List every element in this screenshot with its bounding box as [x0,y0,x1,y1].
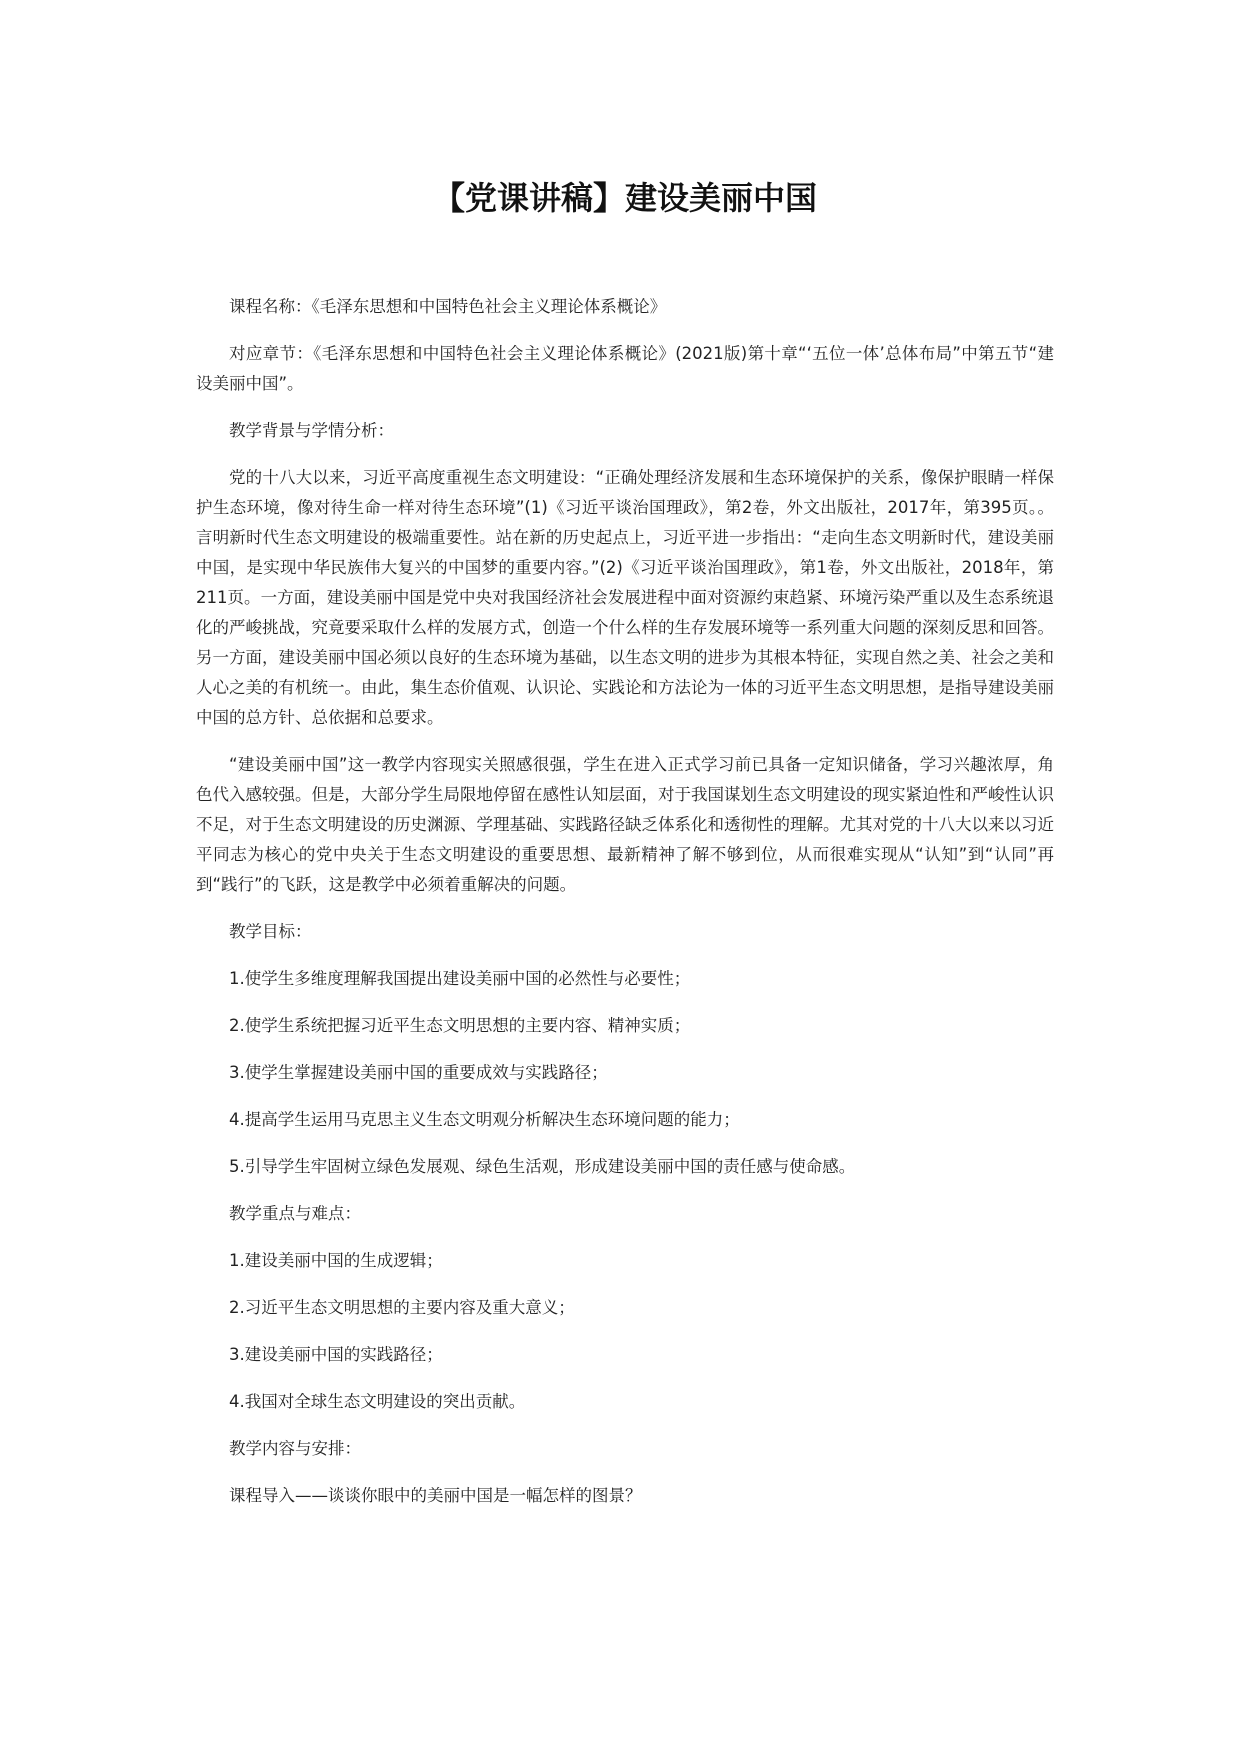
heading-content-arrangement: 教学内容与安排： [229,1439,361,1458]
heading-key-points: 教学重点与难点： [229,1204,361,1223]
list-item-objective-5: 5.引导学生牢固树立绿色发展观、绿色生活观，形成建设美丽中国的责任感与使命感。 [229,1157,856,1176]
paragraph-course-intro: 课程导入——谈谈你眼中的美丽中国是一幅怎样的图景？ [229,1486,642,1505]
page-title: 【党课讲稿】建设美丽中国 [432,179,817,217]
list-item-key-point-3: 3.建设美丽中国的实践路径； [229,1345,443,1364]
list-item-objective-1: 1.使学生多维度理解我国提出建设美丽中国的必然性与必要性； [229,969,691,988]
list-item-objective-4: 4.提高学生运用马克思主义生态文明观分析解决生态环境问题的能力； [229,1110,740,1129]
paragraph-course-name: 课程名称：《毛泽东思想和中国特色社会主义理论体系概论》 [229,297,667,316]
paragraph-chapter: 对应章节：《毛泽东思想和中国特色社会主义理论体系概论》(2021版)第十章“‘五位一体’总体布局”中第五节“建设美丽中国”。 [196,344,1054,393]
list-item-objective-2: 2.使学生系统把握习近平生态文明思想的主要内容、精神实质； [229,1016,691,1035]
list-item-key-point-1: 1.建设美丽中国的生成逻辑； [229,1251,443,1270]
heading-objectives: 教学目标： [229,922,312,941]
paragraph-background-1: 党的十八大以来，习近平高度重视生态文明建设：“正确处理经济发展和生态环境保护的关系，像保护眼睛一样保护生态环境，像对待生命一样对待生态环境”(1)《习近平谈治国理政》，第2卷，外文出版社，2017年，第395页。。言明新时代生态文明建设的极端重要性。站在新的历史起点上，习近平进一步指出：“走向生态文明新时代，建设美丽中国，是实现中华民族伟大复兴的中国梦的重要内容。”(2)《习近平谈治国理政》，第1卷，外文出版社，2018年，第211页。一方面，建设美丽中国是党中央对我国经济社会发展进程中面对资源约束趋紧、环境污染严重以及生态系统退化的严峻挑战，究竟要采取什么样的发展方式，创造一个什么样的生存发展环境等一系列重大问题的深刻反思和回答。另一方面，建设美丽中国必须以良好的生态环境为基础，以生态文明的进步为其根本特征，实现自然之美、社会之美和人心之美的有机统一。由此，集生态价值观、认识论、实践论和方法论为一体的习近平生态文明思想，是指导建设美丽中国的总方针、总依据和总要求。 [196,468,1054,727]
list-item-key-point-2: 2.习近平生态文明思想的主要内容及重大意义； [229,1298,575,1317]
list-item-objective-3: 3.使学生掌握建设美丽中国的重要成效与实践路径； [229,1063,608,1082]
document-body [196,292,1054,1528]
list-item-key-point-4: 4.我国对全球生态文明建设的突出贡献。 [229,1392,526,1411]
heading-background: 教学背景与学情分析： [229,421,394,440]
paragraph-background-2: “建设美丽中国”这一教学内容现实关照感很强，学生在进入正式学习前已具备一定知识储备，学习兴趣浓厚，角色代入感较强。但是，大部分学生局限地停留在感性认知层面，对于我国谋划生态文明建设的现实紧迫性和严峻性认识不足，对于生态文明建设的历史渊源、学理基础、实践路径缺乏体系化和透彻性的理解。尤其对党的十八大以来以习近平同志为核心的党中央关于生态文明建设的重要思想、最新精神了解不够到位，从而很难实现从“认知”到“认同”再到“践行”的飞跃，这是教学中必须着重解决的问题。 [196,755,1054,894]
